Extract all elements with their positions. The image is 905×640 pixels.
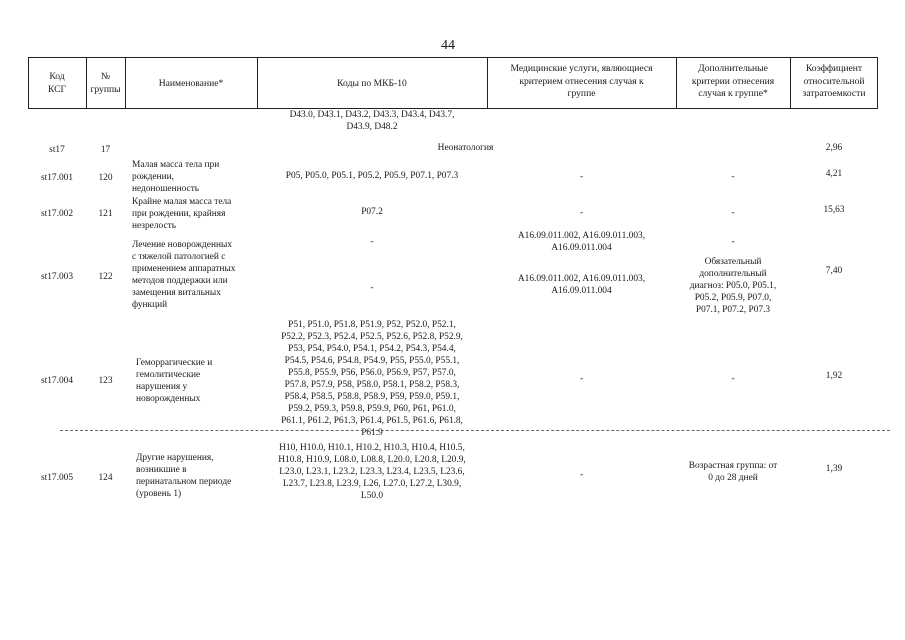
services-line: A16.09.011.002, A16.09.011.003, [517,231,646,241]
name-line: применением аппаратных [132,264,236,274]
row-services: - [579,208,584,218]
header-criteria-line: критерии отнесения [691,75,775,87]
header-services-line: критерием отнесения случая к [519,75,644,87]
header-code [29,71,85,96]
row-group: 120 [98,173,113,183]
row-icd-sub-1: - [370,237,374,247]
header-name: Наименование* [158,78,224,89]
name-line: возникшие в [136,465,187,475]
row-code: st17.003 [40,272,74,282]
header-code-line: Код [49,71,65,82]
name-line: замещения витальных [132,288,221,298]
name-line: незрелость [132,221,176,231]
name-line: Малая масса тела при [132,160,220,170]
row-coef: 15,63 [823,205,845,215]
icd-line: P59.2, P59.3, P59.8, P59.9, P60, P61, P61.0, [288,404,456,414]
icd-line: P51, P51.0, P51.8, P51.9, P52, P52.0, P52.1, [288,320,456,330]
name-line: Геморрагические и [136,358,213,368]
name-line: гемолитические [136,370,201,380]
name-line: перинатальном периоде [136,477,232,487]
header-criteria-line: случая к группе* [698,88,768,99]
header-criteria-line: Дополнительные [698,63,768,74]
name-line: функций [132,300,168,310]
criteria-line: дополнительный [699,269,767,279]
header-top-border [28,57,878,58]
row-name [132,196,256,232]
name-line: новорожденных [136,394,201,404]
icd-line: P52.2, P52.3, P52.4, P52.5, P52.6, P52.8, P52.9, [281,332,463,342]
services-line: A16.09.011.004 [551,286,612,296]
icd-line: P61.1, P61.2, P61.3, P61.4, P61.5, P61.6, P61.8, [281,416,463,426]
row-criteria-sub-1: - [731,237,735,247]
name-line: Лечение новорожденных [132,240,232,250]
icd-line: P57.8, P57.9, P58, P58.0, P58.1, P58.2, P58.3, [284,380,460,390]
name-line: нарушения у [136,382,188,392]
icd-line: D43.0, D43.1, D43.2, D43.3, D43.4, D43.7, [289,110,455,120]
header-divider-8 [877,57,878,108]
criteria-line: диагноз: P05.0, P05.1, [689,281,777,291]
row-group: 124 [98,473,113,483]
criteria-line: Возрастная группа: от [688,461,778,471]
row-criteria-sub-2 [677,256,789,316]
icd-line: H10.8, H10.9, L08.0, L08.8, L20.0, L20.8, L20.9, [278,455,466,465]
row-icd: P05, P05.0, P05.1, P05.2, P05.9, P07.1, P07.3 [285,171,459,181]
criteria-line: Обязательный [704,257,762,267]
row-icd-sub-2: - [370,283,374,293]
header-coef [791,63,877,101]
row-group: 122 [98,272,113,282]
icd-line: P53, P54, P54.0, P54.1, P54.2, P54.3, P54.4, [288,344,456,354]
header-code-line: КСГ [47,83,67,95]
row-name [136,357,256,405]
section-title: Неонатология [437,143,494,153]
header-icd: Коды по МКБ-10 [337,78,407,89]
row-code: st17.002 [40,209,74,219]
services-line: A16.09.011.002, A16.09.011.003, [517,274,646,284]
row-code: st17.004 [40,376,74,386]
row-criteria [677,460,789,484]
row-criteria: - [731,172,735,182]
carryover-icd [258,109,486,133]
icd-line: L23.7, L23.8, L23.9, L26, L27.0, L27.2, L30.9, [282,479,462,489]
header-coef-line: затратоемкости [802,88,866,99]
row-criteria: - [731,374,735,384]
criteria-line: P07.1, P07.2, P07.3 [695,305,771,315]
row-group: 121 [98,209,113,219]
header-criteria [677,63,789,101]
icd-line: P58.4, P58.5, P58.8, P58.9, P59, P59.0, P59.1, [284,392,460,402]
icd-line: L50.0 [360,491,384,501]
criteria-line: P05.2, P05.9, P07.0, [694,293,772,303]
name-line: методов поддержки или [132,276,228,286]
row-criteria: - [731,208,735,218]
name-line: (уровень 1) [136,489,182,499]
name-line: рождении, [132,172,174,182]
icd-line: P61.9 [361,428,383,438]
header-group-line: № [100,71,111,82]
icd-line: P54.5, P54.6, P54.8, P54.9, P55, P55.0, P55.1, [284,356,460,366]
row-services: - [579,172,584,182]
icd-line: D43.9, D48.2 [346,122,398,132]
icd-line: H10, H10.0, H10.1, H10.2, H10.3, H10.4, H10.5, [279,443,465,453]
row-services: - [579,374,584,384]
row-name [132,159,256,195]
row-coef: 7,40 [825,266,843,276]
row-separator-dashed [60,430,890,431]
row-services-sub-1 [488,230,675,254]
row-name [132,239,256,311]
header-services-line: группе [567,88,596,99]
row-group: 123 [98,376,113,386]
row-name [136,452,256,500]
header-group-line: группы [90,83,121,95]
header-coef-line: относительной [803,75,865,87]
name-line: недоношенность [132,184,200,194]
header-coef-line: Коэффициент [805,63,863,74]
row-code: st17.001 [40,173,74,183]
icd-line: P55.8, P55.9, P56, P56.0, P56.9, P57, P57.0, [288,368,456,378]
header-services-line: Медицинские услуги, являющиеся [510,63,653,74]
row-services: - [579,470,584,480]
section-coef: 2,96 [825,143,843,153]
header-group [87,71,124,96]
section-code: st17 [49,145,65,155]
row-icd [258,442,486,502]
icd-line: L23.0, L23.1, L23.2, L23.3, L23.4, L23.5, L23.6, [279,467,465,477]
header-services [488,63,675,101]
row-coef: 1,92 [825,371,843,381]
row-code: st17.005 [40,473,74,483]
name-line: Крайне малая масса тела [132,197,232,207]
services-line: A16.09.011.004 [551,243,612,253]
row-coef: 4,21 [825,169,843,179]
row-services-sub-2 [488,273,675,297]
name-line: при рождении, крайняя [132,209,226,219]
row-coef: 1,39 [825,464,843,474]
section-group: 17 [100,145,111,155]
row-icd [258,319,486,439]
criteria-line: 0 до 28 дней [708,473,758,483]
page-number: 44 [441,38,455,53]
name-line: с тяжелой патологией с [132,252,226,262]
name-line: Другие нарушения, [136,453,214,463]
row-icd: P07.2 [361,207,383,217]
